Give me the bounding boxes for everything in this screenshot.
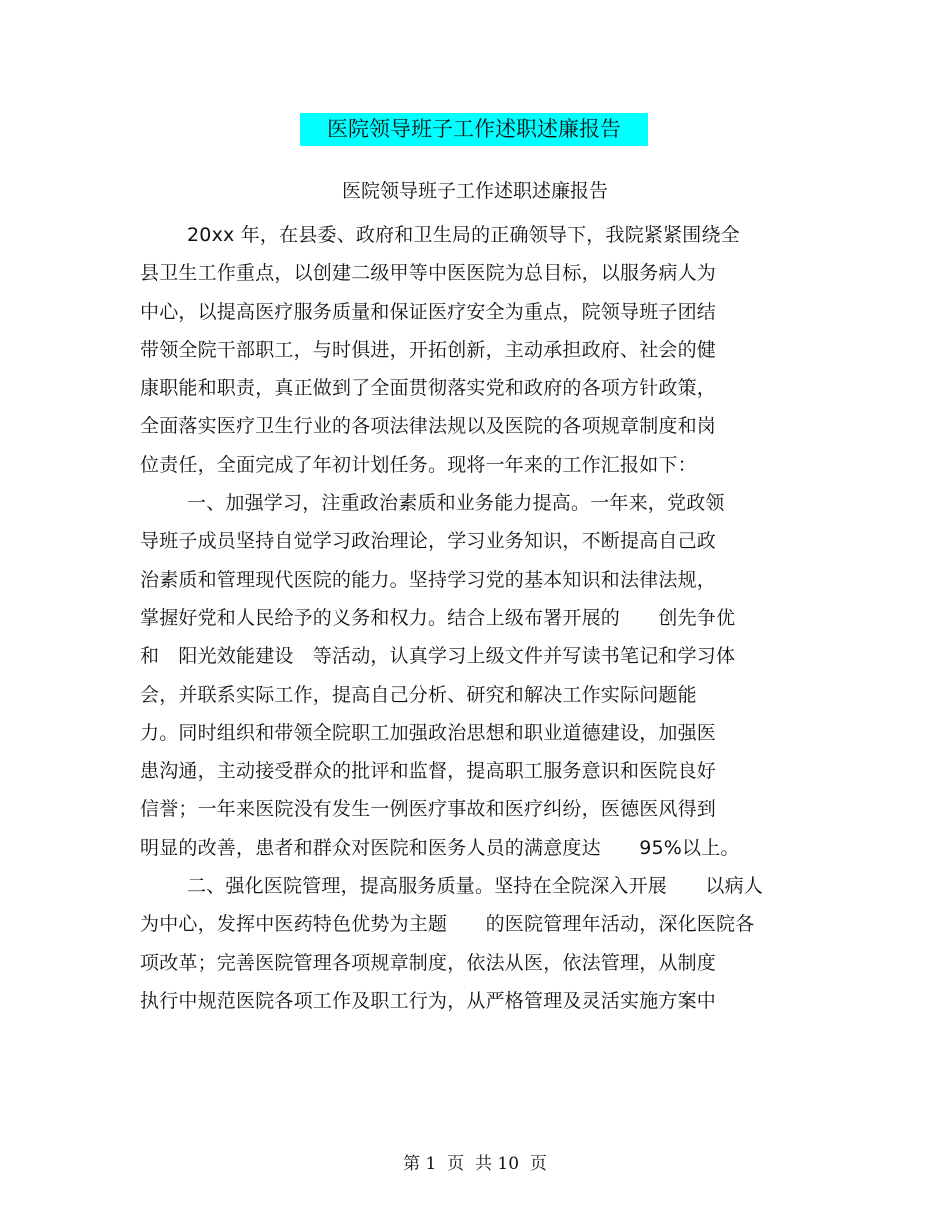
body-line: 县卫生工作重点，以创建二级甲等中医医院为总目标，以服务病人为 <box>140 262 717 285</box>
body-line: 项改革；完善医院管理各项规章制度，依法从医，依法管理，从制度 <box>140 951 717 974</box>
body-line: 执行中规范医院各项工作及职工行为，从严格管理及灵活实施方案中 <box>140 989 717 1012</box>
body-line: 带领全院干部职工，与时俱进，开拓创新，主动承担政府、社会的健 <box>140 338 717 361</box>
body-line: 掌握好党和人民给予的义务和权力。结合上级布署开展的 创先争优 <box>140 606 736 629</box>
body-line: 全面落实医疗卫生行业的各项法律法规以及医院的各项规章制度和岗 <box>140 415 717 438</box>
body-line: 会，并联系实际工作，提高自己分析、研究和解决工作实际问题能 <box>140 683 697 706</box>
body-line: 中心，以提高医疗服务质量和保证医疗安全为重点，院领导班子团结 <box>140 300 717 323</box>
body-line: 导班子成员坚持自觉学习政治理论，学习业务知识，不断提高自己政 <box>140 530 717 553</box>
body-line: 为中心，发挥中医药特色优势为主题 的医院管理年活动，深化医院各 <box>140 913 755 936</box>
body-line: 力。同时组织和带领全院职工加强政治思想和职业道德建设，加强医 <box>140 721 717 744</box>
body-line: 治素质和管理现代医院的能力。坚持学习党的基本知识和法律法规， <box>140 568 717 591</box>
body-line: 20xx 年，在县委、政府和卫生局的正确领导下，我院紧紧围绕全 <box>187 224 740 246</box>
body-line: 一、加强学习，注重政治素质和业务能力提高。一年来，党政领 <box>187 492 725 515</box>
document-title: 医院领导班子工作述职述廉报告 <box>300 113 648 146</box>
body-line: 信誉；一年来医院没有发生一例医疗事故和医疗纠纷，医德医风得到 <box>140 798 717 821</box>
body-line: 患沟通，主动接受群众的批评和监督，提高职工服务意识和医院良好 <box>140 760 717 783</box>
body-line: 二、强化医院管理，提高服务质量。坚持在全院深入开展 以病人 <box>187 875 764 898</box>
document-body <box>140 220 840 1024</box>
page-footer: 第 1 页 共 10 页 <box>403 1154 547 1174</box>
body-line: 康职能和职责，真正做到了全面贯彻落实党和政府的各项方针政策， <box>140 377 717 400</box>
document-subtitle: 医院领导班子工作述职述廉报告 <box>341 180 608 202</box>
body-line: 位责任，全面完成了年初计划任务。现将一年来的工作汇报如下： <box>140 453 697 476</box>
body-line: 和 阳光效能建设 等活动，认真学习上级文件并写读书笔记和学习体 <box>140 645 736 668</box>
body-line: 明显的改善，患者和群众对医院和医务人员的满意度达 95%以上。 <box>140 836 740 859</box>
